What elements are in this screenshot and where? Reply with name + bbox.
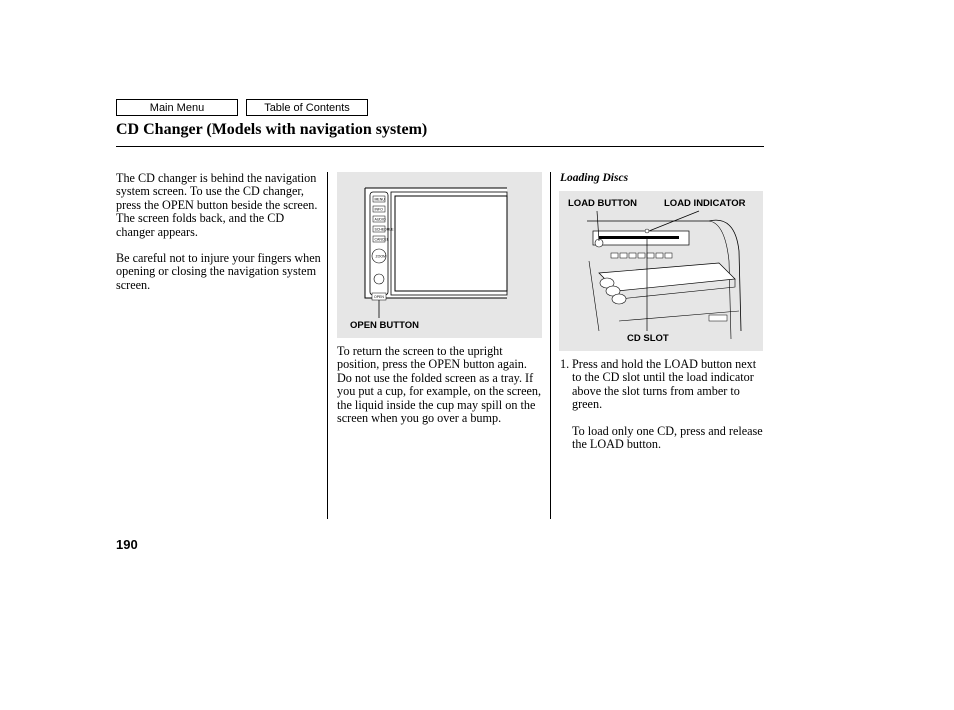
step-number: 1. bbox=[560, 357, 570, 371]
panel-label-info: INFO bbox=[374, 207, 383, 212]
column-divider-1 bbox=[327, 172, 328, 519]
panel-label-menu: MENU bbox=[374, 197, 385, 202]
step-1-text: Press and hold the LOAD button next to the CD slot until the load indicator above the slot turns from amber to green. bbox=[572, 357, 757, 412]
load-button-callout: LOAD BUTTON bbox=[568, 198, 637, 209]
column-divider-2 bbox=[550, 172, 551, 519]
table-of-contents-button[interactable]: Table of Contents bbox=[246, 99, 368, 116]
cd-slot-callout: CD SLOT bbox=[627, 333, 669, 344]
page-title: CD Changer (Models with navigation system) bbox=[116, 121, 428, 138]
nav-screen-illustration bbox=[337, 172, 542, 338]
return-screen-paragraph: To return the screen to the upright position, press the OPEN button again. Do not use the folded screen as a tray. If you put a cup, for example, on the screen, the liquid inside the cup may spill on the screen when you go over a bump. bbox=[337, 344, 542, 426]
load-indicator-callout: LOAD INDICATOR bbox=[664, 198, 746, 209]
caution-paragraph: Be careful not to injure your fingers when opening or closing the navigation system screen. bbox=[116, 251, 321, 292]
open-button-callout: OPEN BUTTON bbox=[350, 320, 419, 331]
cd-changer-figure bbox=[559, 191, 763, 351]
panel-label-audio: AUDIO bbox=[374, 217, 386, 222]
panel-label-open: OPEN bbox=[374, 295, 384, 299]
panel-label-cancel: CANCEL bbox=[374, 237, 389, 242]
main-menu-button[interactable]: Main Menu bbox=[116, 99, 238, 116]
open-button-figure bbox=[337, 172, 542, 338]
intro-paragraph: The CD changer is behind the navigation system screen. To use the CD changer, press the OPEN button beside the screen. The screen folds back, and the CD changer appears. bbox=[116, 171, 318, 239]
panel-label-schedule: SCHEDULE bbox=[374, 227, 394, 232]
page-number: 190 bbox=[116, 537, 138, 552]
cd-changer-illustration bbox=[559, 191, 763, 351]
loading-discs-heading: Loading Discs bbox=[560, 172, 629, 184]
step-1-note: To load only one CD, press and release the LOAD button. bbox=[572, 424, 763, 452]
panel-label-zoom: ZOOM bbox=[375, 254, 386, 259]
title-divider bbox=[116, 146, 764, 147]
